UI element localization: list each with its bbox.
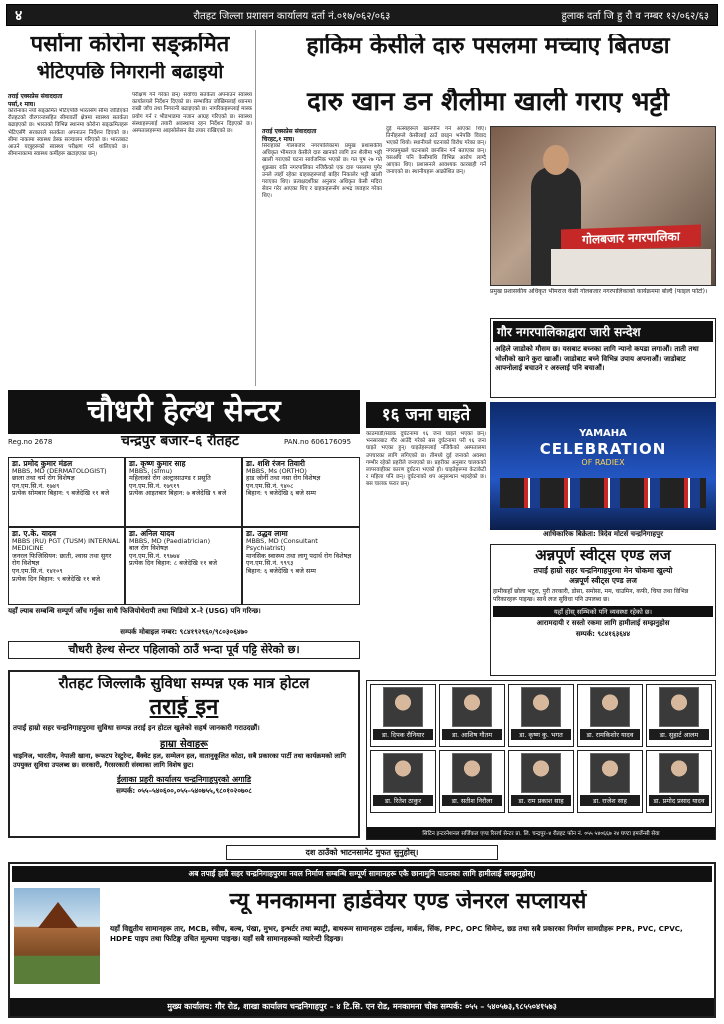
hospital-doctor-card [439,750,505,813]
annapurna-title: अन्नपूर्ण स्वीट्स एण्ड लज [535,547,671,564]
story1-body-col1: कोरोनाका नयाँ सङ्क्रमित भेटिएपछि भारतसँग सीमा जोडिएको रौतहटको वीरगञ्जसहित सीमावर्ती क्षेत्रमा स्वास्थ्य सतर्कता बढाइएको छ। भारतको विभिन्न स्थानमा कोरोना सङ्क्रमितहरू भेटिएसँगै सरकारले सतर्कता अपनाउन निर्देशन दिएको छ। सीमा नाकामा स्वास्थ्य डेस्क सञ्चालन गरिएको छ। भारतबाट आउने यात्रुहरूको स्वास्थ्य परीक्षण गर्न थालिएको छ। सीमानाकामा स्वास्थ्य कर्मीहरू खटाइएका छन्। [8,108,128,158]
doctor-card-3 [242,457,360,527]
doctor-nmc: एन.एम.सि.नं. १७९१९ [129,481,180,490]
hardware-ad [8,862,716,1018]
annapurna-tag2: आरामदायी र सस्तो रकमा लागि हामीलाई सम्झनुहोस [536,618,670,627]
hardware-footer: मुख्य कार्यालय: गौर रोड, शाखा कार्यालय चन्द्रनिगाहपुर – ४ टि.सि. एन रोड, मनकामना चोक सम्पर्क: ०५५ – ५४०५७३,९८५५०४१५७३ [10,998,714,1016]
hospital-doctor-name: डा. आशिष गौतम [442,729,502,740]
story1-headline2: भेटिएपछि निगरानी बढाइयो [36,62,224,83]
health-contact: सम्पर्क मोबाइल नम्बर: ९८४१९२९६०/९८०३०६४७० [120,628,248,636]
doctor-degree: MBBS, MD (Consultant Psychiatrist) [246,536,318,553]
hospital-doctor-name: डा. सुहार्ट आलम [649,729,709,740]
hotel-intro: तपाईं हाम्रो सहर चन्द्रनिगाहपुरमा सुविधा सम्पन्न तराई इन होटल खुलेको सहर्ष जानकारी गराउदछौं। [13,723,260,732]
story1-headline1: पर्साना कोरोना सङ्क्रमित [30,33,230,57]
hospital-doctor-name: डा. राम प्रकाश साह [511,795,571,806]
doctor-specialty: हाड जोर्नी तथा नसा रोग विशेषज्ञ [246,474,321,483]
story3-body: काठमाडौं/सडक दुर्घटनामा १६ जना घाइते भएका छन्। भनसारबाट गौर आउँदै गरेको बस दुर्घटनामा परी १६ जना घाइते भएका हुन्। घाइतेहरूलाई नजिकैको अस्पतालमा उपचारका लागि लगिएको छ। तीमध्ये दुई जनाको अवस्था गम्भीर रहेको प्रहरीले जनाएको छ। प्रहरीका अनुसार चालकको लापरवाहीका कारण दुर्घटना भएको हो। घाइतेहरूमा केटाकेटी र महिला पनि छन्। दुर्घटनाको थप अनुसन्धान भइरहेको छ। बस चालक फरार छन्। [366,431,486,488]
health-reg-no: Reg.no 2678 [8,438,53,446]
hospital-doctor-name: डा. राजेश साह [580,795,640,806]
yamaha-ad [490,402,716,530]
doctor-name: डा. कृष्ण कुमार साह [129,459,186,468]
hardware-banner: अब तपाईं हाम्रै सहर चन्द्रनिगाहपुरमा नवल निर्माण सम्बन्धि सम्पूर्ण सामानहरू एकै छानामुनि पाउनका लागि हामीलाई सम्झनुहोस्। [12,866,712,882]
health-address: चन्द्रपुर बजार–६ रौतहट [121,434,239,449]
hospital-doctor-card [370,684,436,747]
doctor-nmc: एन.एम.सि.नं. ९४०८ [246,481,294,490]
hospital-doctor-name: डा. रामकिशोर यादव [580,729,640,740]
yamaha-brand: YAMAHA [579,428,627,439]
story2-headline2: दारु खान डन शैलीमा खाली गराए भट्टी [307,88,669,117]
doctor-degree: MBBS, MD (DERMATOLOGIST) [12,466,107,475]
doctor-degree: MBBS, (sfmu) [129,466,173,475]
story2-photo-caption: प्रमुख प्रशासकीय अधिकृत भीमराज केसी गोलबजार नगरपालिकाको कार्यक्रममा बोल्दै (फाइल फोटो)। [490,288,708,295]
annapurna-contact: सम्पर्क: ९८४१६३६४४ [575,629,631,638]
hospital-ad [366,680,716,840]
hospital-doctor-name: डा. सतीश निरौला [442,795,502,806]
health-services-note: यहाँ ल्याब सम्बन्धि सम्पूर्ण जाँच गर्नुका साथै फिजियोथेरापी तथा भिडियो X–रे (USG) पनि गरिन्छ। [8,607,261,615]
hotel-ad [8,670,360,838]
hotel-tagline: रौतहट जिल्लाकै सुविधा सम्पन्न एक मात्र होटल [58,675,310,692]
story2-headline1: हाकिम केसीले दारु पसलमा मच्चाए बितण्डा [306,34,670,59]
annapurna-line2: अन्नपूर्ण स्वीट्स एण्ड लज [569,575,637,585]
hospital-doctor-card [577,684,643,747]
doctor-card-4 [8,527,125,605]
yamaha-celebration: CELEBRATION [539,440,667,458]
doctor-time: प्रत्येक दिन बिहान: ८ बजेदेखि ११ बजे [129,559,217,568]
postal-registration: हुलाक दर्ता जि हु रौ व नम्बर १२/०६२/६३ [561,11,709,22]
hotel-contact: सम्पर्क: ०५५–५४०६००,०५५–५४०७५५,९८०१०२०७०८ [116,787,252,796]
hospital-doctor-card [508,684,574,747]
doctor-portrait [590,687,630,727]
doctor-portrait [521,687,561,727]
hotel-name: तराई इन [149,695,219,720]
doctor-name: डा. उद्धव लामा [246,529,288,538]
health-relocation-note: चौधरी हेल्थ सेन्टर पहिलाको ठाउँ भन्दा पूर्व पट्टि सेरेको छ। [8,641,360,659]
hotel-services: चाइनिज, भारतीय, नेपाली खाना, रूफटप रेस्टुरेन्ट, बैंक्वेट हल, सम्मेलन हल, वातानुकूलित कोठा, सबै प्रकारका पार्टी तथा कार्यक्रमको लागि उपयुक्त सुविधा उपलब्ध छ। सरकारी, गैरसरकारी संस्थाका लागि विशेष छुट। [13,752,346,770]
hospital-doctor-name: डा. रितेश ठाकुर [373,795,433,806]
doctor-name: डा. अनिल यादव [129,529,175,538]
doctor-card-1 [8,457,125,527]
hospital-doctor-card [370,750,436,813]
registration-title: रौतहट जिल्ला प्रशासन कार्यालय दर्ता नं.०१७/०६२/०६३ [193,11,391,22]
story2-byline: तराई एक्सप्रेस संवाददाता [262,128,317,135]
annapurna-body: हामीकहाँ छोला भटुरा, पुरी तरकारी, डोसा, समोसा, मम, चाउमिन, कफी, चिया तथा विभिन्न परिकारहरू पाइन्छ। साथै लज सुविधा पनि उपलब्ध छ। [493,587,689,603]
official-photo [490,126,716,286]
doctor-specialty: महिलाको रोग अल्ट्रासाउण्ड र प्रसूति [129,474,211,483]
doctor-degree: MBBS, MD (Paediatrician) [129,536,211,545]
doctor-nmc: एन.एम.सि.नं. ९९९३ [246,559,294,568]
doctor-portrait [521,753,561,793]
doctor-degree: MBBS (RU) PGT (TUSM) INTERNAL MEDICINE [12,536,120,553]
doctor-portrait [452,687,492,727]
doctor-portrait [452,753,492,793]
hotel-branch: ईलाका प्रहरी कार्यालय चन्द्रनिगाहपुरको अगाडि [116,775,252,785]
speaker-head [543,145,569,175]
doctor-time: प्रत्येक दिन बिहान: ९ बजेदेखि ११ बजे [12,574,100,583]
yamaha-caption: आधिकारिक बिक्रेता: त्रिदेव मोटर्स चन्द्रनिगाहपुर [543,530,663,538]
doctor-card-2 [125,457,242,527]
doctor-time: प्रत्येक सोमबार बिहान: ९ बजेदेखि ११ बजे [12,489,110,498]
story1-place: पर्सा,१ माघ। [8,101,36,108]
doctor-specialty: छाला तथा चर्म रोग विशेषज्ञ [12,474,75,483]
hardware-body: यहाँ विद्युतीय सामानहरू तार, MCB, स्वीच, बल्ब, पंखा, मुभर, इन्भर्टर तथा ब्याट्री, बाथरूम सामानहरू टाईल्स, मार्बल, सिंक, PPC, OPC सिमेन्ट, छड तथा सबै प्रकारका निर्माण सामग्रीहरू PPR, PVC, CPVC, HDPE पाइप तथा फिटिङ्ग उचित मूल्यमा पाइन्छ। यहाँ सबै सामानहरूको ग्यारेन्टी दिइन्छ। [110,924,683,943]
temple-roof [38,902,78,928]
doctor-degree: MBBS, Ms (ORTHO) [246,466,307,475]
doctor-portrait [659,753,699,793]
story2-place: चिरहट,१ माघ। [262,136,295,143]
doctor-card-5 [125,527,242,605]
hospital-doctor-name: डा. प्रमोद प्रसाद यादव [649,795,709,806]
doctor-specialty: मानसिक स्वास्थ्य तथा लागू पदार्थ रोग विशेषज्ञ [246,551,352,560]
hospital-doctor-card [439,684,505,747]
hospital-doctor-card [646,684,712,747]
hospital-doctor-card [508,750,574,813]
hospital-doctor-card [577,750,643,813]
doctor-nmc: एन.एम.सि.नं. १४१०९ [12,566,63,575]
hospital-name: सिटिन इन्टरनेशनल सर्जिकल एण्ड रिसर्च सेन्टर प्रा. लि. चन्द्रपुर–४ रौतहट फोन नं. ०५५ ५४०६६७ २४ घण्टा इमर्जेन्सी सेवा [367,827,715,839]
doctor-portrait [383,687,423,727]
doctor-time: बिहान: ९ बजेदेखि ६ बजे सम्म [246,489,316,498]
health-center-title: चौधरी हेल्थ सेन्टर [8,390,360,434]
hardware-title: न्यू मनकामना हार्डवेयर एण्ड जेनरल सप्लायर्स [229,890,587,914]
health-pan-no: PAN.no 606176095 [284,438,352,446]
doctor-portrait [383,753,423,793]
hospital-doctor-card [646,750,712,813]
annapurna-line1: तपाईं हाम्रो सहर चन्द्रनिगाहपुरमा मेन चोकमा खुल्यो [533,565,673,575]
yamaha-radiex: OF RADIEX [581,458,625,467]
hospital-doctor-name: डा. दिपक रौनियार [373,729,433,740]
doctor-portrait [659,687,699,727]
story3-headline: १६ जना घाइते [366,402,486,428]
free-notice: दश ठाउँको भाटनसामेट मुफत सुनुहोस्। [226,845,498,860]
temple-photo [14,888,100,984]
page-header [6,4,718,26]
municipality-notice [490,318,716,398]
story1-body-col2: परीक्षण गर्ने गरेका छन्। सर्वोच्च सतर्कता अपनाउन स्वास्थ्य कार्यालयले निर्देशन दिएको छ। सम्भावित जोखिमलाई ध्यानमा राखी जाँच तथा निगरानी बढाइएको छ। नागरिकहरूलाई मास्क प्रयोग गर्न र भीडभाडमा नजान आग्रह गरिएको छ। स्वास्थ्य संस्थाहरूलाई तयारी अवस्थामा रहन निर्देशन दिइएको छ। अस्पतालहरूमा आइसोलेसन बेड तयार राखिएको छ। [132,92,252,135]
notice-body: अहिले जाडोको मौसम छ। यसबाट बच्नका लागि न्यानो कपडा लगाऔं। ताती तथा भोलीको खाने कुरा खाऔं। जाडोबाट बच्ने विभिन्न उपाय अपनाऔं। जाडोबाट आफ्नोलाई बचाउने र अरुलाई पनि बचाऔं। [495,345,699,372]
doctor-specialty: बाल रोग विशेषज्ञ [129,544,168,553]
page-number: ४ [15,7,23,24]
doctor-name: डा. ए.के. यादव [12,529,57,538]
doctor-time: बिहान: ६ बजेदेखि ९ बजे सम्म [246,566,316,575]
doctor-name: डा. प्रमोद कुमार मंडल [12,459,73,468]
doctor-nmc: एन.एम.सि.नं. १७४९ [12,481,60,490]
hotel-services-title: हाम्रा सेवाहरू [160,739,208,751]
doctor-card-6 [242,527,360,605]
doctor-specialty: जनरल फिजिसियन: छाती, श्वास तथा सुगर रोग विशेषज्ञ [12,551,112,568]
hospital-doctor-grid [370,684,712,813]
story2-body-col2: दुई मत्स्यहरूले खानपीन गर्न आएका थिए। तिनीहरूले केसीलाई ठाउँ छाड्न भनेपछि विवाद भएको थियो। स्थानीयले घटनाको विरोध गरेका छन्। नगरप्रमुखले घटनाबारे छानबिन गर्ने बताएका छन्। यसअघि पनि केसीमाथि विभिन्न आरोप लाग्दै आएका थिए। प्रशासनले आवश्यक कारबाही गर्ने जनाएको छ। स्थानीयहरू आक्रोशित छन्। [386,126,486,176]
hospital-doctor-name: डा. कृष्ण कु. भगत [511,729,571,740]
story2-body-col1: सिराहाको गोलबजार नगरपालिकामा प्रमुख प्रशासकीय अधिकृत भीमराज केसीले दारु खानको लागि डन शैलीमा भट्टी खाली गराएको घटना सार्वजनिक भएको छ। गत पुष २७ गते शुक्रबार राति नगरपालिका नजिकैको एक दारु पसलमा पुगेर उनले त्यहाँ रहेका ग्राहकहरूलाई बाहिर निकालेर भट्टी खाली गराएका थिए। प्रत्यक्षदर्शीका अनुसार अधिकृत केसी मदिरा सेवन गरेर आएका थिए र ग्राहकहरूसँग अभद्र व्यवहार गरेका थिए। [262,143,382,200]
annapurna-tag: यहाँ होस् सम्भिको पनि व्यवस्था रहेको छ। [493,606,713,617]
motorcycle-lineup [500,478,706,508]
doctor-time: प्रत्येक आइतबार बिहान: ७ बजेदेखि ९ बजे [129,489,227,498]
annapurna-ad [490,544,716,676]
doctor-nmc: एन.एम.सि.नं. १९७७४ [129,551,180,560]
doctor-name: डा. शशि रंजन तिवारी [246,459,305,468]
story1-byline: तराई एक्सप्रेस संवाददाता [8,93,63,100]
notice-heading: गौर नगरपालिकाद्वारा जारी सन्देश [493,321,713,342]
podium-banner: गोलबजार नगरपालिका [561,225,701,252]
doctor-portrait [590,753,630,793]
